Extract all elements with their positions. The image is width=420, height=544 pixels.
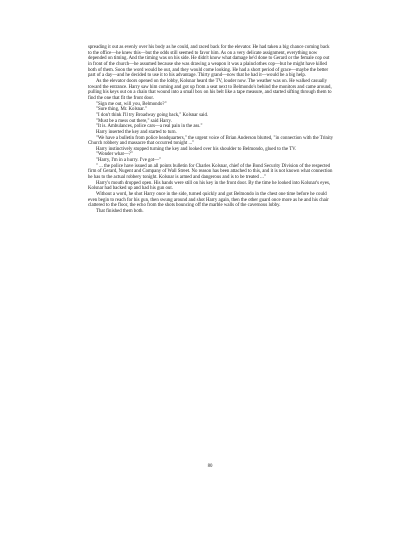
body-text — [88, 45, 334, 215]
paragraph: As the elevator doors opened on the lobby, Kolsnar heard the TV, louder now. The weather was on. He walked casually toward the entrance. Harry saw him coming and got up from a seat next to Belmondo's behind the monitors and came around, pulling his keys out on a chain that wound into a small box on his belt like a tape measure, and started sifting through them to find the one that fit the front door. — [88, 78, 332, 101]
paragraph: "Must be a mess out there," said Harry. — [96, 118, 172, 124]
paragraph: Harry's mouth dropped open. His hands were still on his key in the front door. By the time he looked into Kolsnar's eyes, Kolsnar had backed up and had his gun out. — [88, 180, 331, 192]
paragraph: "Harry, I'm in a hurry. I've got—" — [96, 158, 162, 164]
page-number: 80 — [207, 464, 213, 469]
paragraph: Harry instinctively stopped turning the key and looked over his shoulder to Belmondo, glued to the TV. — [96, 146, 297, 152]
paragraph: "Sign me out, will you, Belmondo?" — [96, 101, 167, 107]
paragraph: Without a word, he shot Harry once in the side, turned quickly and got Belmondo in the chest one time before he could even begin to reach for his gun, then swung around and shot Harry again, then the other guard once more as he and his chair clattered to the floor, the echo from the shots bouncing off the marble walls of the cavernous lobby. — [88, 192, 329, 209]
paragraph: Harry inserted the key and started to turn. — [96, 129, 177, 135]
paragraph: spreading it out as evenly over his body as he could, and raced back for the elevator. He had taken a big chance coming back to the office—he knew this—but the odds still seemed to favor him. As on a very delicate assignment, everything now depended on timing. And the timing was on his side. He didn't know what damage he'd done to Gerard or the female cop out in front of the church—he assumed because she was drawing a weapon it was a plainclothes cop—but he might have killed both of them. Soon the word would be out, and they would come looking. He had a short period of grace—maybe the better part of a day—and he decided to use it to his advantage. Thirty grand—now that he had it—would be a big help. — [88, 45, 330, 79]
paragraph: " ... the police have issued an all points bulletin for Charles Kolsnar, chief of the Bond Security Division of the respected firm of Gerard, Nugent and Company of Wall Street. No reason has been attached to this, and it is not known what connection he has to the actual robbery tonight. Kolsnar is armed and dangerous and is to be treated ..." — [88, 163, 333, 181]
paragraph: That finished them both. — [96, 209, 144, 215]
paragraph: "Sure thing, Mr. Kolsnar." — [96, 107, 147, 113]
paragraph: "Wonder what—?" — [96, 152, 133, 158]
paragraph: "We have a bulletin from police headquarters," the urgent voice of Brian Anderson blurted, "in connection with the Trinity Church robbery and massacre that occurred tonight ..." — [88, 135, 334, 147]
paragraph: "I don't think I'll try Broadway going back," Kolsnar said. — [96, 112, 209, 118]
paragraph: "It is. Ambulances, police cars—a real pain in the ass." — [96, 124, 203, 130]
